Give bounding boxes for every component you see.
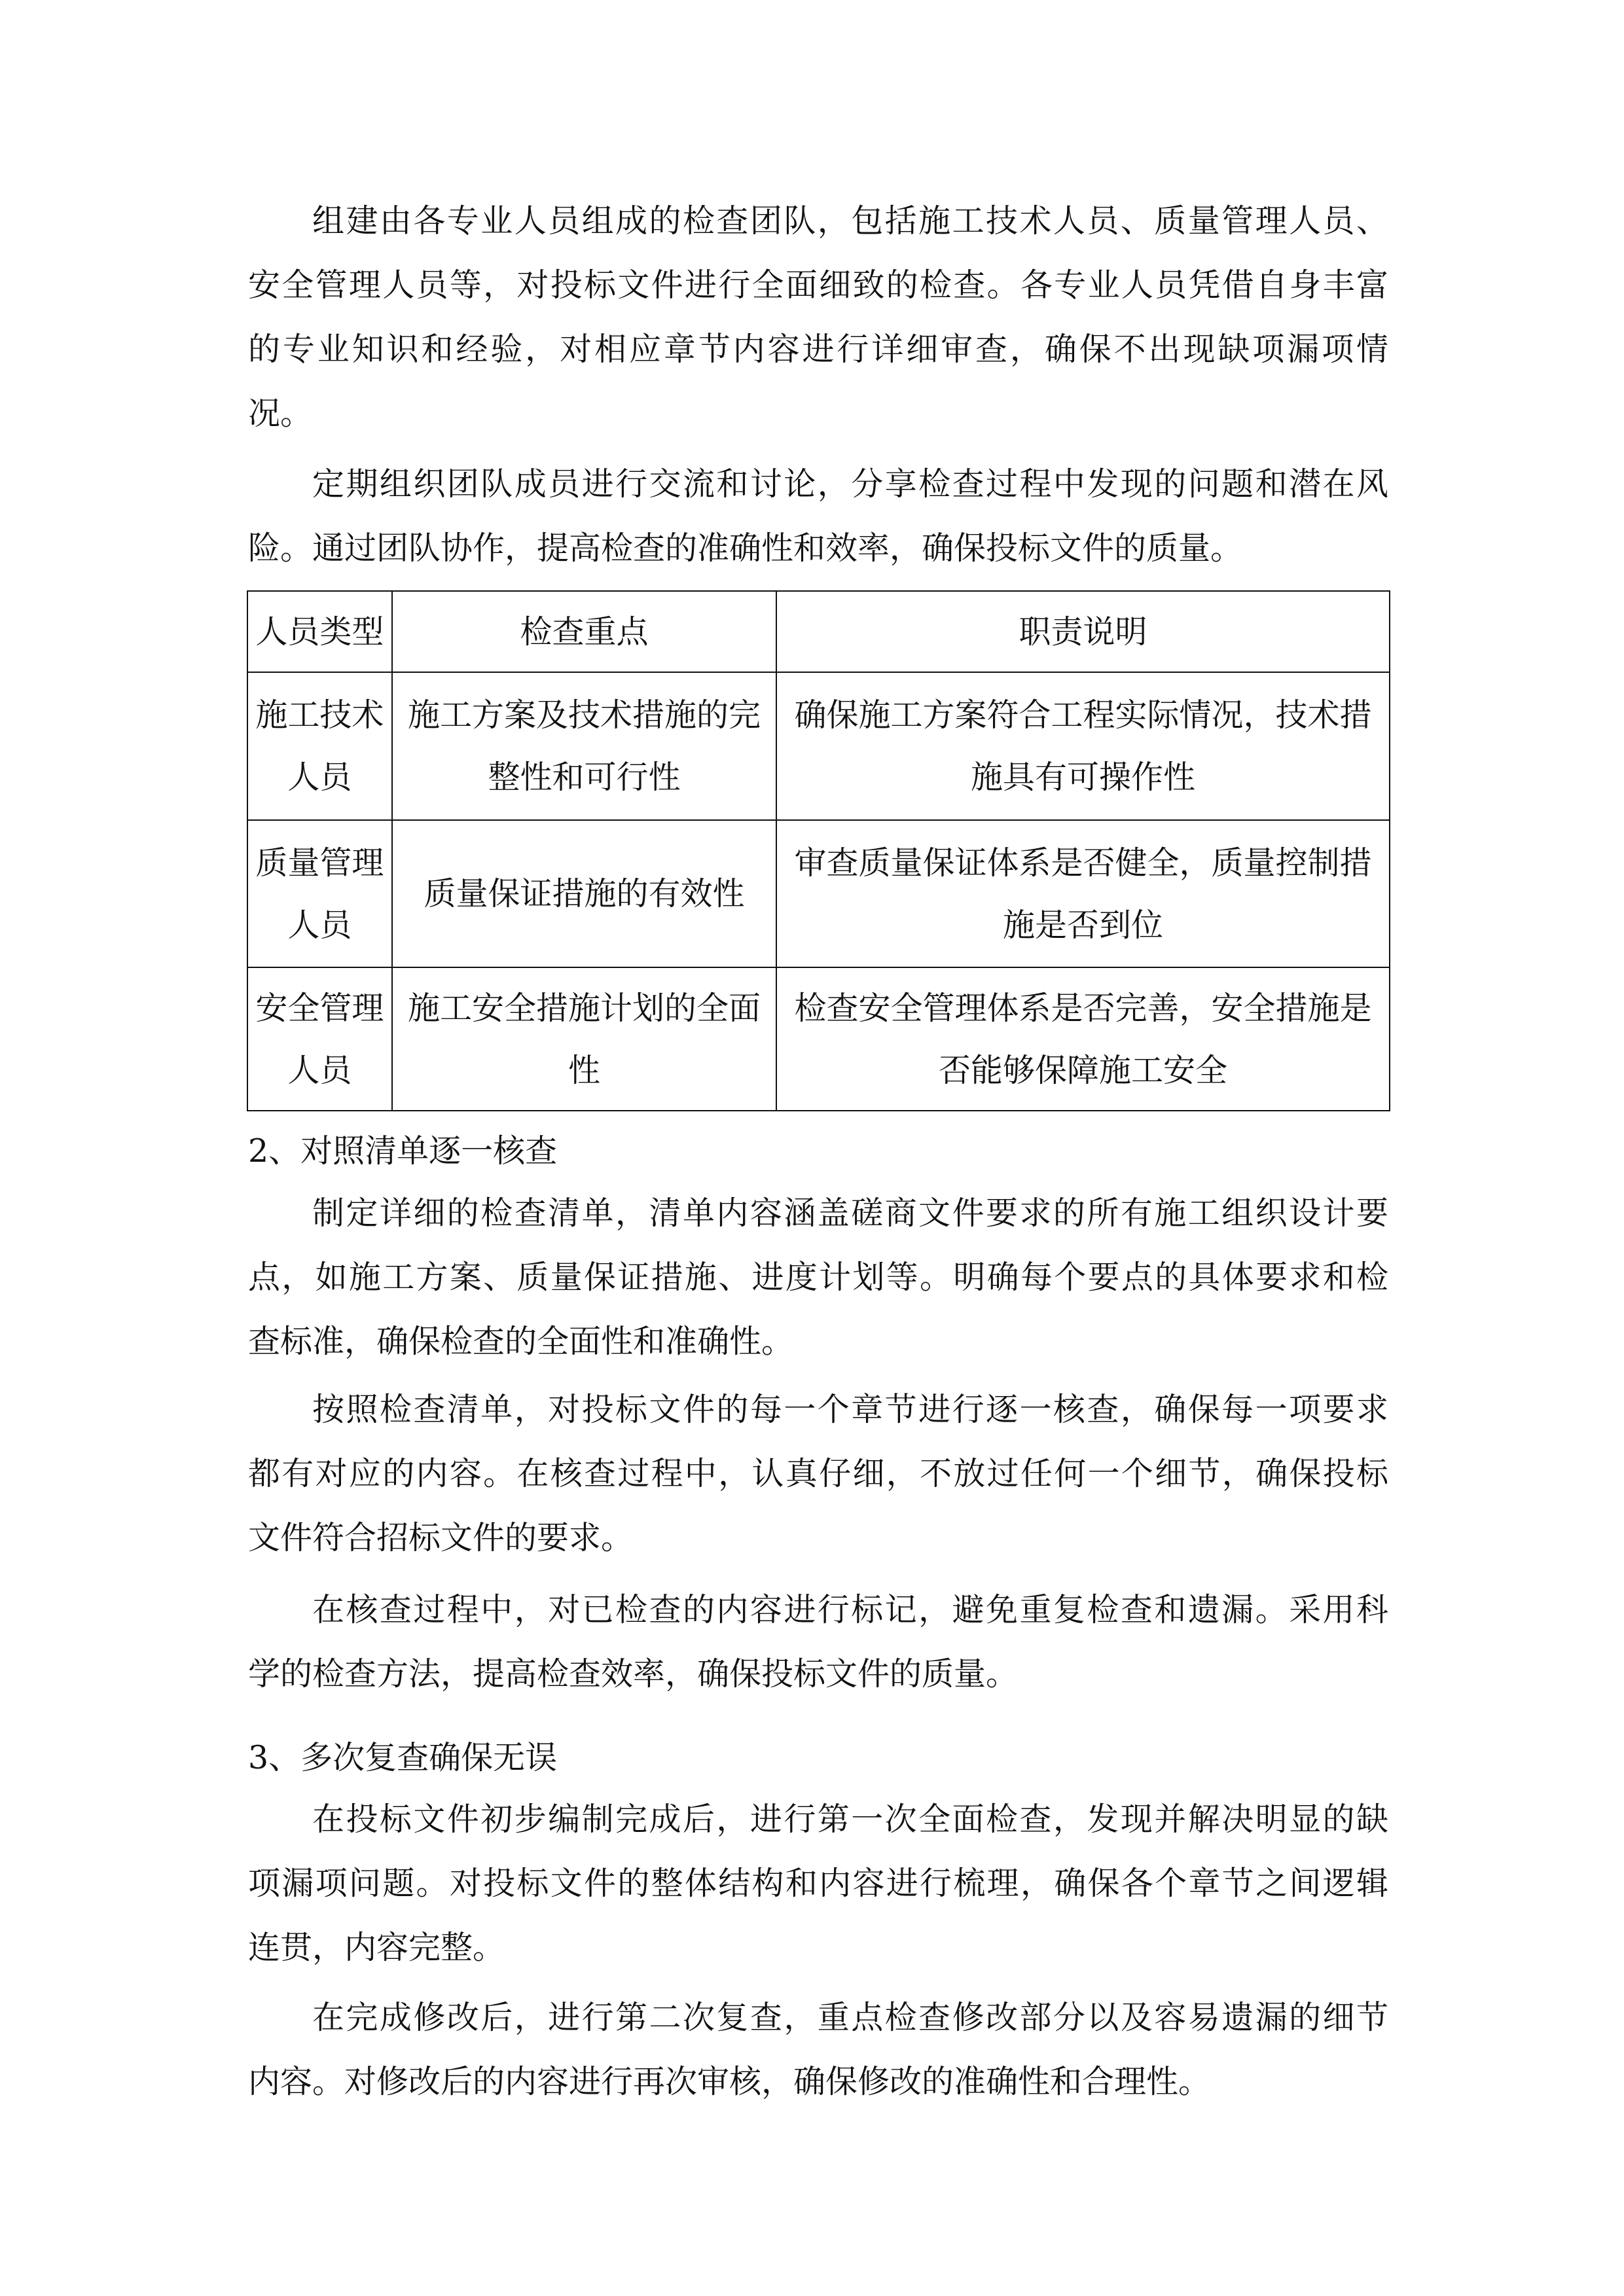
heading-text: 3、多次复查确保无误 bbox=[248, 1739, 558, 1776]
cell-line: 检查安全管理体系是否完善，安全措施是 bbox=[794, 989, 1372, 1027]
table-cell bbox=[776, 672, 1390, 820]
paragraph-3 bbox=[248, 1181, 1388, 1374]
cell-line: 质量保证措施的有效性 bbox=[424, 875, 745, 912]
text-line: 组建由各专业人员组成的检查团队，包括施工技术人员、质量管理人员、 bbox=[312, 202, 1388, 240]
text-line: 学的检查方法，提高检查效率，确保投标文件的质量。 bbox=[248, 1655, 1019, 1693]
cell-line: 施工方案及技术措施的完 bbox=[407, 696, 761, 734]
table-header-row bbox=[247, 591, 1390, 672]
cell-line: 性 bbox=[568, 1051, 600, 1089]
cell-line: 施工安全措施计划的全面 bbox=[407, 989, 761, 1027]
cell-line: 整性和可行性 bbox=[488, 759, 681, 796]
text-line: 安全管理人员等，对投标文件进行全面细致的检查。各专业人员凭借自身丰富 bbox=[248, 266, 1388, 304]
text-line: 查标准，确保检查的全面性和准确性。 bbox=[248, 1323, 794, 1360]
paragraph-7 bbox=[248, 1986, 1388, 2114]
paragraph-2 bbox=[248, 452, 1388, 581]
table-row bbox=[247, 967, 1390, 1111]
cell-line: 人员 bbox=[287, 906, 352, 944]
table-cell bbox=[392, 967, 776, 1111]
paragraph-6 bbox=[248, 1787, 1388, 1980]
paragraph-1 bbox=[248, 189, 1388, 446]
cell-line: 施工技术 bbox=[255, 696, 384, 734]
cell-line: 安全管理 bbox=[255, 989, 384, 1027]
text-line: 按照检查清单，对投标文件的每一个章节进行逐一核查，确保每一项要求 bbox=[312, 1391, 1388, 1428]
table-cell bbox=[247, 967, 392, 1111]
heading-text: 2、对照清单逐一核查 bbox=[248, 1132, 558, 1170]
paragraph-4 bbox=[248, 1378, 1388, 1570]
inspection-team-table bbox=[247, 590, 1390, 1111]
text-line: 内容。对修改后的内容进行再次审核，确保修改的准确性和合理性。 bbox=[248, 2063, 1211, 2100]
header-cell: 职责说明 bbox=[776, 591, 1390, 672]
cell-line: 质量管理 bbox=[255, 844, 384, 882]
text-line: 况。 bbox=[248, 395, 313, 432]
header-cell: 人员类型 bbox=[247, 591, 392, 672]
table-cell bbox=[392, 820, 776, 967]
cell-line: 确保施工方案符合工程实际情况，技术措 bbox=[794, 696, 1372, 734]
section-heading-3 bbox=[248, 1726, 1388, 1790]
table-row bbox=[247, 820, 1390, 967]
cell-line: 审查质量保证体系是否健全，质量控制措 bbox=[794, 844, 1372, 882]
table-cell bbox=[776, 967, 1390, 1111]
text-line: 定期组织团队成员进行交流和讨论，分享检查过程中发现的问题和潜在风 bbox=[312, 465, 1388, 503]
text-line: 都有对应的内容。在核查过程中，认真仔细，不放过任何一个细节，确保投标 bbox=[248, 1455, 1388, 1492]
cell-line: 人员 bbox=[287, 1051, 352, 1089]
text-line: 项漏项问题。对投标文件的整体结构和内容进行梳理，确保各个章节之间逻辑 bbox=[248, 1865, 1388, 1902]
paragraph-5 bbox=[248, 1578, 1388, 1706]
text-line: 在完成修改后，进行第二次复查，重点检查修改部分以及容易遗漏的细节 bbox=[312, 1999, 1388, 2036]
cell-line: 人员 bbox=[287, 759, 352, 796]
table-cell bbox=[247, 672, 392, 820]
text-line: 在核查过程中，对已检查的内容进行标记，避免重复检查和遗漏。采用科 bbox=[312, 1591, 1388, 1628]
cell-line: 否能够保障施工安全 bbox=[939, 1051, 1228, 1089]
text-line: 的专业知识和经验，对相应章节内容进行详细审查，确保不出现缺项漏项情 bbox=[248, 331, 1388, 368]
text-line: 连贯，内容完整。 bbox=[248, 1929, 505, 1966]
text-line: 点，如施工方案、质量保证措施、进度计划等。明确每个要点的具体要求和检 bbox=[248, 1259, 1388, 1296]
text-line: 文件符合招标文件的要求。 bbox=[248, 1519, 634, 1556]
text-line: 在投标文件初步编制完成后，进行第一次全面检查，发现并解决明显的缺 bbox=[312, 1801, 1388, 1838]
section-heading-2 bbox=[248, 1119, 1388, 1183]
cell-line: 施具有可操作性 bbox=[971, 759, 1196, 796]
table-cell bbox=[247, 820, 392, 967]
table-cell bbox=[392, 672, 776, 820]
cell-line: 施是否到位 bbox=[1003, 906, 1164, 944]
header-cell: 检查重点 bbox=[392, 591, 776, 672]
text-line: 制定详细的检查清单，清单内容涵盖磋商文件要求的所有施工组织设计要 bbox=[312, 1194, 1388, 1232]
table-cell bbox=[776, 820, 1390, 967]
text-line: 险。通过团队协作，提高检查的准确性和效率，确保投标文件的质量。 bbox=[248, 529, 1243, 567]
table-row bbox=[247, 672, 1390, 820]
